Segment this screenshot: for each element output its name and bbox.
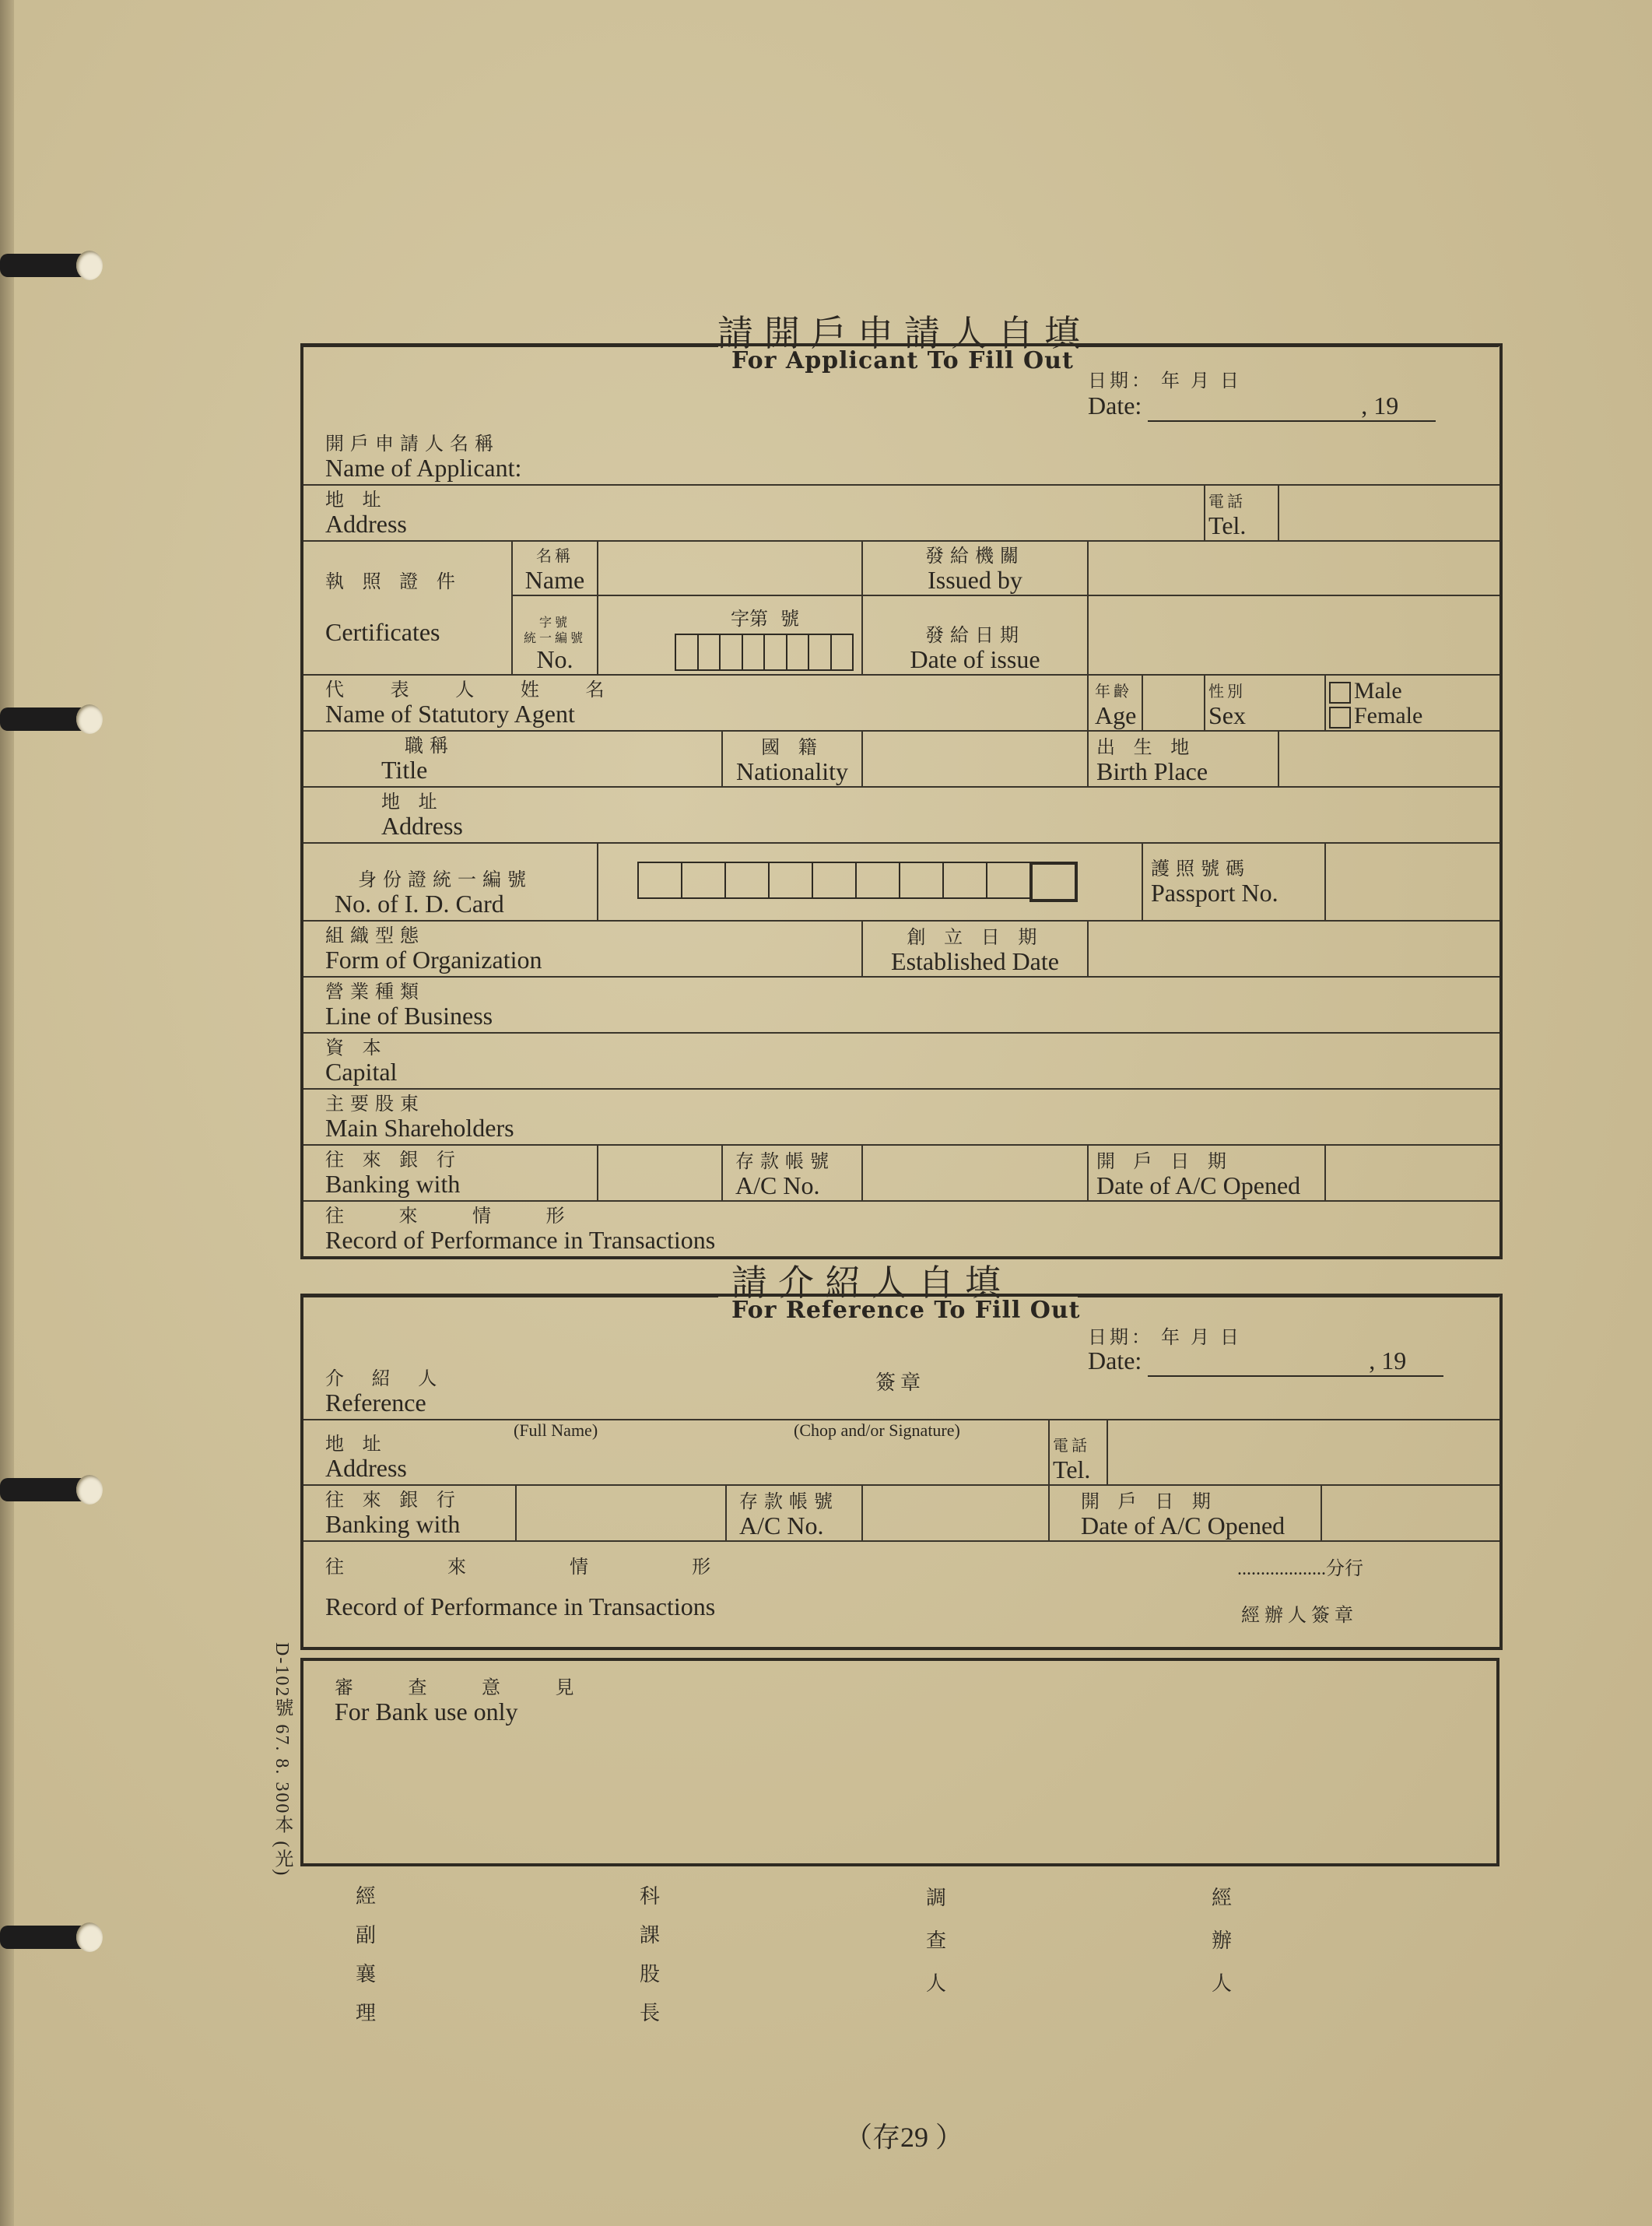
id-card-field[interactable] [598, 843, 1142, 921]
business-label: Line of Business [325, 1002, 493, 1030]
passport-label-cell [1142, 843, 1325, 921]
chop-signature-hint: (Chop and/or Signature) [794, 1420, 960, 1440]
binding-cord [0, 1467, 101, 1512]
address-field[interactable] [302, 485, 1205, 541]
page-number: （存29 ） [844, 2122, 964, 2153]
nationality-label: Nationality [736, 757, 848, 785]
date-label-cn: 日期： 年 月 日 [1088, 371, 1242, 391]
handler-signature-label: 經辦人簽章 [1241, 1604, 1358, 1626]
sex-options [1325, 675, 1501, 731]
banking-with-label-cell [302, 1145, 598, 1201]
reference-ac-label-cn: 存款帳號 [739, 1490, 839, 1512]
bank-review-label: For Bank use only [335, 1698, 518, 1726]
opened-label: Date of A/C Opened [1096, 1171, 1301, 1199]
female-option[interactable] [1329, 704, 1496, 729]
tel-label-cell [1205, 485, 1278, 541]
reference-record-label: Record of Performance in Transactions [325, 1592, 716, 1620]
reference-ac-label-cell [726, 1485, 862, 1541]
male-label: Male [1354, 677, 1402, 704]
full-name-hint: (Full Name) [514, 1420, 598, 1440]
title-field[interactable] [302, 731, 722, 787]
established-label-cell [862, 921, 1088, 977]
reference-name-row[interactable] [302, 1295, 1501, 1420]
reference-address-label-cn: 地 址 [325, 1433, 388, 1455]
binding-cord [0, 697, 101, 742]
sex-label-cell [1205, 675, 1325, 731]
signature-section-chief: 科課股長 [639, 1885, 660, 2025]
reference-record-label-cn: 往 來 情 形 [325, 1556, 717, 1578]
ac-no-label: A/C No. [735, 1171, 820, 1199]
ac-no-field[interactable] [862, 1145, 1088, 1201]
reference-date-year: , 19 [1369, 1346, 1407, 1375]
birth-place-field[interactable] [1278, 731, 1501, 787]
banking-with-label: Banking with [325, 1170, 461, 1198]
issued-by-label-cn: 發給機關 [925, 545, 1025, 567]
sex-label-cn: 性別 [1208, 682, 1246, 700]
reference-banking-label-cn: 往 來 銀 行 [325, 1489, 461, 1511]
opened-label-cn: 開 戶 日 期 [1096, 1150, 1233, 1172]
birth-place-label: Birth Place [1096, 757, 1208, 785]
id-card-label-cn: 身份證統一編號 [358, 869, 532, 890]
bank-review-label-cn: 審 查 意 見 [335, 1677, 580, 1698]
tel-field[interactable] [1278, 485, 1501, 541]
applicant-name-row[interactable] [302, 345, 1501, 485]
date-year: , 19 [1361, 391, 1399, 420]
applicant-title-en: For Applicant To Fill Out [731, 347, 1074, 374]
reference-date-label-cn: 日期： 年 月 日 [1088, 1328, 1242, 1348]
reference-address-label: Address [325, 1454, 407, 1482]
cert-no-mid: 字第 [731, 609, 768, 630]
id-card-label-cell [302, 843, 598, 921]
organization-label: Form of Organization [325, 946, 542, 974]
reference-title-en: For Reference To Fill Out [731, 1297, 1081, 1324]
certificates-label-cn: 執 照 證 件 [325, 571, 461, 592]
established-field[interactable] [1088, 921, 1501, 977]
reference-ac-field[interactable] [862, 1485, 1049, 1541]
capital-label: Capital [325, 1058, 398, 1086]
agent-address-label-cn: 地 址 [381, 791, 444, 813]
chop-label-cn: 簽章 [875, 1371, 926, 1394]
cert-no-end: 號 [780, 609, 799, 630]
age-label-cell [1088, 675, 1142, 731]
cert-no-label-cell [512, 595, 598, 675]
applicant-title-cn: 請開戶申請人自填 [717, 314, 1091, 353]
age-label-cn: 年齡 [1095, 682, 1132, 700]
shareholders-label-cn: 主要股東 [325, 1093, 425, 1115]
date-issue-label-cn: 發給日期 [925, 624, 1025, 646]
signature-manager: 經副襄理 [355, 1885, 376, 2025]
reference-tel-label-cell [1049, 1420, 1107, 1485]
form-code: D-102號 67. 8. 300本 (光) [272, 1642, 292, 1877]
issued-by-label-cell [862, 541, 1088, 595]
record-label: Record of Performance in Transactions [325, 1226, 716, 1254]
bank-review-box[interactable] [300, 1658, 1499, 1866]
id-card-label: No. of I. D. Card [335, 890, 504, 918]
signature-handler: 經辦人 [1211, 1887, 1232, 1996]
passport-label: Passport No. [1151, 879, 1278, 907]
reference-label-cn: 介 紹 人 [325, 1368, 448, 1389]
male-checkbox[interactable] [1329, 682, 1351, 704]
female-label: Female [1354, 702, 1423, 729]
nationality-label-cell [722, 731, 862, 787]
certificates-label-cell [302, 541, 512, 675]
age-field[interactable] [1142, 675, 1205, 731]
nationality-field[interactable] [862, 731, 1088, 787]
organization-label-cn: 組織型態 [325, 925, 425, 946]
record-field[interactable] [302, 1201, 1501, 1258]
female-checkbox[interactable] [1329, 707, 1351, 729]
shareholders-label: Main Shareholders [325, 1114, 514, 1142]
nationality-label-cn: 國 籍 [761, 736, 823, 758]
organization-field[interactable] [302, 921, 862, 977]
reference-tel-field[interactable] [1107, 1420, 1501, 1485]
reference-banking-field[interactable] [516, 1485, 726, 1541]
passport-label-cn: 護照號碼 [1151, 858, 1250, 880]
established-label: Established Date [891, 947, 1059, 975]
ac-no-label-cn: 存款帳號 [735, 1150, 835, 1172]
agent-name-label-cn: 代 表 人 姓 名 [325, 679, 625, 700]
date-issue-label-cell [862, 595, 1088, 675]
address-label-cn: 地 址 [325, 489, 388, 511]
agent-name-label: Name of Statutory Agent [325, 700, 575, 728]
cert-name-field[interactable] [598, 541, 862, 595]
tel-label-cn: 電話 [1208, 492, 1246, 511]
address-label: Address [325, 510, 407, 538]
cert-name-label: Name [524, 566, 585, 594]
sex-label: Sex [1208, 701, 1246, 729]
issued-by-field[interactable] [1088, 541, 1501, 595]
applicant-name-label: Name of Applicant: [325, 454, 522, 482]
date-issue-label: Date of issue [910, 645, 1040, 673]
record-label-cn: 往 來 情 形 [325, 1205, 571, 1227]
id-card-digit-boxes[interactable] [639, 862, 1134, 902]
reference-date-field[interactable] [1148, 1346, 1443, 1377]
cert-no-field[interactable] [598, 595, 862, 675]
cert-no-label-cn: 字號 統一編號 [523, 615, 586, 645]
birth-place-label-cell [1088, 731, 1278, 787]
established-label-cn: 創 立 日 期 [907, 926, 1043, 948]
reference-opened-label-cn: 開 戶 日 期 [1081, 1490, 1217, 1512]
title-label-cn: 職稱 [405, 735, 454, 757]
business-field[interactable] [302, 977, 1501, 1033]
reference-address-field[interactable] [302, 1420, 1049, 1485]
issued-by-label: Issued by [928, 566, 1022, 594]
capital-field[interactable] [302, 1033, 1501, 1089]
age-label: Age [1095, 701, 1137, 729]
branch-label: ...................分行 [1237, 1559, 1363, 1579]
reference-banking-label: Banking with [325, 1510, 461, 1538]
opened-field[interactable] [1325, 1145, 1501, 1201]
signature-investigator: 調查人 [925, 1887, 946, 1996]
agent-name-field[interactable] [302, 675, 1088, 731]
cert-no-label: No. [536, 645, 573, 673]
banking-with-field[interactable] [598, 1145, 722, 1201]
cert-name-label-cell [512, 541, 598, 595]
shareholders-field[interactable] [302, 1089, 1501, 1145]
cert-name-label-cn: 名稱 [536, 546, 573, 565]
binding-cord [0, 243, 101, 288]
page-edge [0, 0, 14, 2226]
binding-cord [0, 1915, 101, 1960]
reference-label: Reference [325, 1389, 426, 1417]
agent-address-label: Address [381, 812, 463, 840]
reference-opened-label: Date of A/C Opened [1081, 1512, 1285, 1540]
banking-with-label-cn: 往 來 銀 行 [325, 1149, 461, 1171]
birth-place-label-cn: 出 生 地 [1096, 736, 1196, 758]
applicant-name-label-cn: 開戶申請人名稱 [325, 433, 500, 455]
reference-title-cn: 請介紹人自填 [731, 1263, 1012, 1303]
cert-no-digit-boxes[interactable] [676, 634, 854, 671]
date-field[interactable] [1148, 391, 1436, 422]
date-issue-field[interactable] [1088, 595, 1501, 675]
title-label: Title [381, 756, 428, 784]
reference-tel-label-cn: 電話 [1053, 1436, 1090, 1455]
tel-label: Tel. [1208, 511, 1247, 539]
ac-no-label-cell [722, 1145, 862, 1201]
applicant-form [300, 343, 1503, 1259]
agent-address-field[interactable] [302, 787, 1501, 843]
date-label-en: Date: [1088, 391, 1142, 420]
reference-tel-label: Tel. [1053, 1455, 1091, 1483]
business-label-cn: 營業種類 [325, 981, 425, 1002]
reference-opened-label-cell [1049, 1485, 1321, 1541]
reference-ac-label: A/C No. [739, 1512, 824, 1540]
passport-field[interactable] [1325, 843, 1501, 921]
reference-opened-field[interactable] [1321, 1485, 1501, 1541]
male-option[interactable] [1329, 679, 1496, 704]
reference-form [300, 1294, 1503, 1650]
certificates-label: Certificates [325, 618, 440, 646]
opened-label-cell [1088, 1145, 1325, 1201]
reference-banking-label-cell [302, 1485, 516, 1541]
reference-date-label-en: Date: [1088, 1346, 1142, 1375]
capital-label-cn: 資 本 [325, 1037, 388, 1059]
reference-record-field[interactable] [302, 1541, 1501, 1648]
